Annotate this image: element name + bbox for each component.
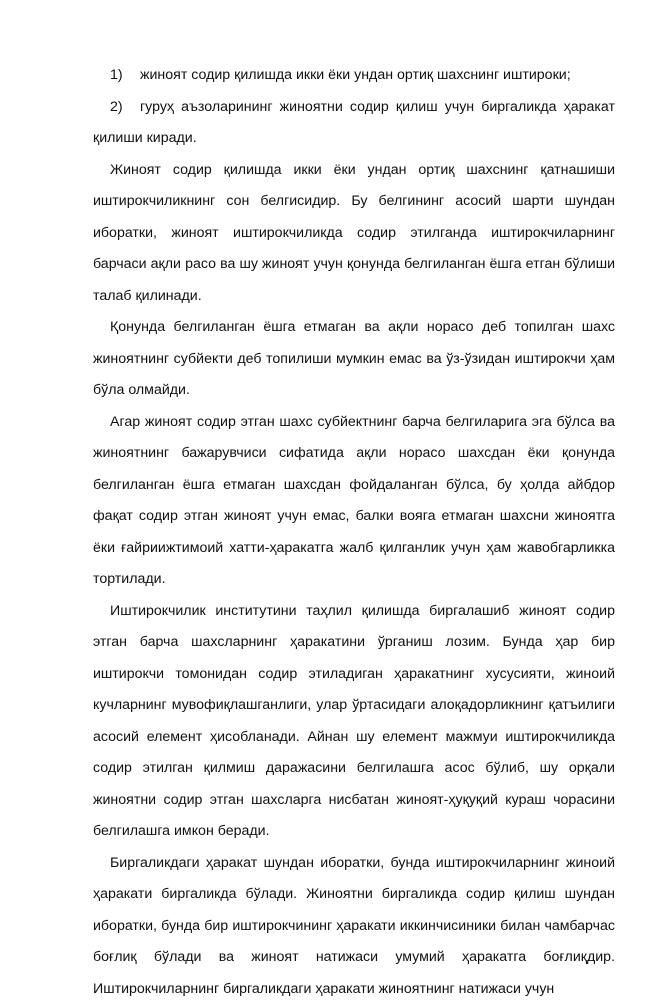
list-text: жиноят содир қилишда икки ёки ундан ортиқ шахснинг иштироки; bbox=[140, 60, 615, 92]
list-item bbox=[93, 92, 615, 155]
paragraph: Қонунда белгиланган ёшга етмаган ва ақли норасо деб топилган шахс жиноятнинг субйекти деб топилиши мумкин емас ва ўз-ўзидан иштирокчи ҳам бўла олмайди. bbox=[93, 312, 615, 407]
list-item bbox=[93, 60, 615, 92]
list-number: 1) bbox=[93, 60, 140, 92]
paragraph: Биргаликдаги ҳаракат шундан иборатки, бунда иштирокчиларнинг жиноий ҳаракати биргаликда бўлади. Жиноятни биргаликда содир қилиш шундан иборатки, бунда бир иштирокчининг ҳаракати иккинчисиники билан чамбарчас боғлиқ бўлади ва жиноят натижаси умумий ҳаракатга боғлиқдир. Иштирокчиларнинг биргаликдаги ҳаракати жиноятнинг натижаси учун bbox=[93, 848, 615, 1005]
list-text: гуруҳ аъзоларининг жиноятни содир қилиш учун биргаликда ҳаракат қилиши киради. bbox=[93, 99, 615, 147]
paragraph: Агар жиноят содир этган шахс субйектнинг барча белгиларига эга бўлса ва жиноятнинг бажарувчиси сифатида ақли норасо шахсдан ёки қонунда белгиланган ёшга етмаган шахсдан фойдаланган бўлса, бу ҳолда айбдор фақат содир этган жиноят учун емас, балки вояга етмаган шахсни жиноятга ёки ғайриижтимоий хатти-ҳаракатга жалб қилганлик учун ҳам жавобгарликка тортилади. bbox=[93, 407, 615, 596]
document-page bbox=[93, 60, 615, 1005]
paragraph: Иштирокчилик институтини таҳлил қилишда биргалашиб жиноят содир этган барча шахсларнинг ҳаракатини ўрганиш лозим. Бунда ҳар бир иштирокчи томонидан содир этиладиган ҳаракатнинг хусусияти, жиноий кучларнинг мувофиқлашганлиги, улар ўртасидаги алоқадорликнинг қатъилиги асосий елемент ҳисобланади. Айнан шу елемент мажмуи иштирокчиликда содир этилган қилмиш даражасини белгилашга асос бўлиб, шу орқали жиноятни содир этган шахсларга нисбатан жиноят-ҳуқуқий кураш чорасини белгилашга имкон беради. bbox=[93, 596, 615, 848]
paragraph: Жиноят содир қилишда икки ёки ундан ортиқ шахснинг қатнашиши иштирокчиликнинг сон белгисидир. Бу белгининг асосий шарти шундан иборатки, жиноят иштирокчиликда содир этилганда иштирокчиларнинг барчаси ақли расо ва шу жиноят учун қонунда белгиланган ёшга етган бўлиши талаб қилинади. bbox=[93, 155, 615, 313]
list-number: 2) bbox=[110, 92, 140, 124]
